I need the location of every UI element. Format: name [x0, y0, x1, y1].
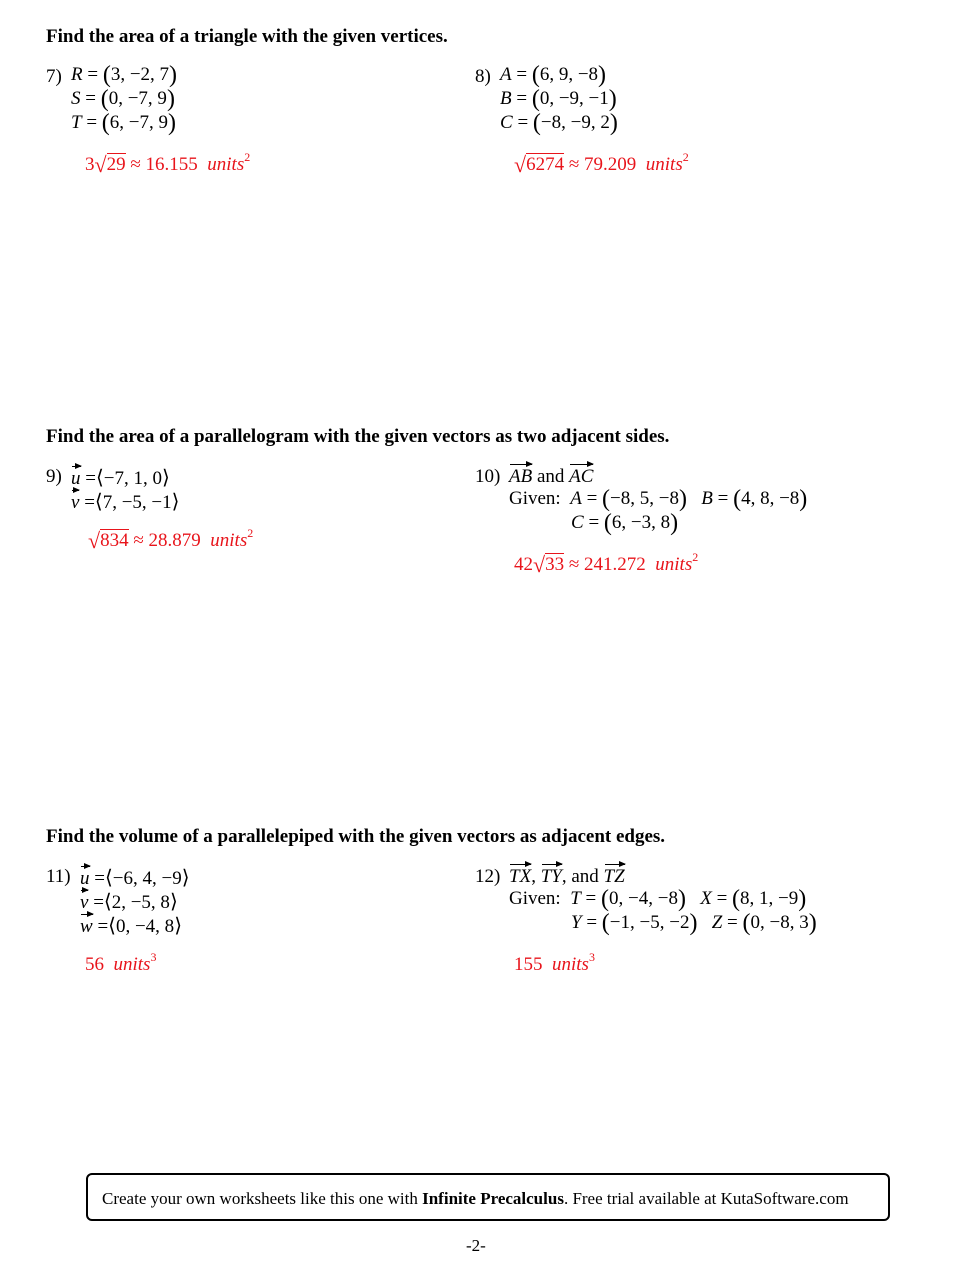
footer-text: Create your own worksheets like this one with Infinite Precalculus. Free trial available at KutaSoftware.com: [102, 1189, 849, 1208]
section-heading-parallelepiped: Find the volume of a parallelepiped with the given vectors as adjacent edges.: [46, 826, 666, 847]
answer-12: 155 units$^3$: [514, 950, 595, 975]
answer-8: √6274 ≈ 79.209 units$^2$: [514, 150, 689, 177]
problem-number: 10): [475, 466, 501, 487]
vertex-a: A = (6, 9, −8): [500, 62, 607, 88]
vertex-s: S = (0, −7, 9): [71, 86, 175, 112]
given-line-2: Y = (−1, −5, −2) Z = (0, −8, 3): [571, 910, 817, 936]
vector-v: v =⟨7, −5, −1⟩: [71, 491, 180, 513]
vector-u: u =⟨−7, 1, 0⟩: [71, 467, 170, 489]
vector-v: v =⟨2, −5, 8⟩: [80, 891, 178, 913]
product-name: Infinite Precalculus: [422, 1189, 564, 1208]
vertex-b: B = (0, −9, −1): [500, 86, 617, 112]
section-heading-parallelogram: Find the area of a parallelogram with the given vectors as two adjacent sides.: [46, 426, 670, 447]
problem-number: 12): [475, 866, 501, 887]
answer-9: √834 ≈ 28.879 units$^2$: [88, 526, 254, 553]
vector-triple: TX, TY, and TZ: [509, 866, 625, 887]
vector-pair: AB and AC: [509, 466, 594, 487]
footer-box: [86, 1173, 890, 1221]
vector-u: u =⟨−6, 4, −9⟩: [80, 867, 190, 889]
vertex-t: T = (6, −7, 9): [71, 110, 177, 136]
answer-11: 56 units$^3$: [85, 950, 157, 975]
vertex-c: C = (−8, −9, 2): [500, 110, 618, 136]
vector-w: w =⟨0, −4, 8⟩: [80, 915, 182, 937]
answer-10: 42√33 ≈ 241.272 units$^2$: [514, 550, 699, 577]
answer-7: 3√29 ≈ 16.155 units$^2$: [85, 150, 251, 177]
vertex-r: R = (3, −2, 7): [71, 62, 178, 88]
given-line-1: Given: T = (0, −4, −8) X = (8, 1, −9): [509, 886, 807, 912]
page-number: -2-: [466, 1236, 486, 1255]
section-heading-triangle: Find the area of a triangle with the given vertices.: [46, 26, 448, 47]
given-line-2: C = (6, −3, 8): [571, 510, 679, 536]
problem-number: 9): [46, 466, 62, 487]
problem-number: 8): [475, 66, 491, 87]
problem-number: 11): [46, 866, 71, 887]
problem-number: 7): [46, 66, 62, 87]
given-line-1: Given: A = (−8, 5, −8) B = (4, 8, −8): [509, 486, 808, 512]
